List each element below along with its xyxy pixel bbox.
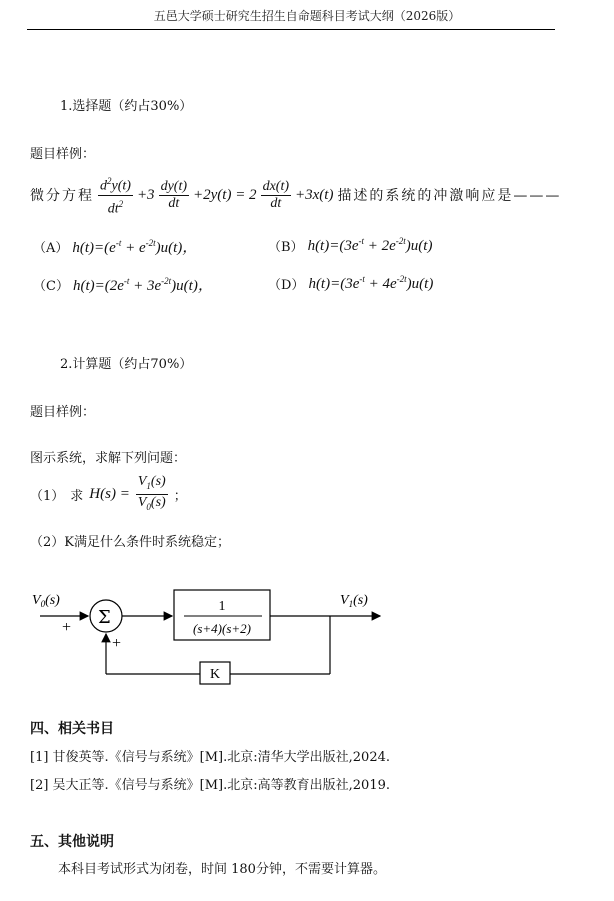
option-a-label: （A） [33,241,69,256]
option-c-expr: $h(t)=(2e^{-t} + 3e^{-2t})u(t)$， [72,276,213,294]
block-diagram [0,580,614,690]
sigma-symbol: Σ [98,607,111,628]
option-b-label: （B） [268,240,304,255]
option-d-expr: $h(t)=(3e^{-t} + 4e^{-2t})u(t)$ [308,274,434,292]
section2-heading: 2.计算题（约占70%） [60,357,193,372]
header-rule [27,29,555,30]
option-d [268,274,433,293]
option-d-label: （D） [268,278,305,293]
q1-semicolon: ； [173,488,187,504]
reference-1: [1] 甘俊英等.《信号与系统》[M].北京:清华大学出版社,2024. [30,750,390,765]
option-c [33,274,213,295]
q1-label: （1） [30,488,65,504]
input-label: $V_0(s)$ [32,593,60,609]
section1-heading: 1.选择题（约占30%） [60,99,193,114]
option-b-expr: $h(t)=(3e^{-t} + 2e^{-2t})u(t)$ [307,236,433,254]
section5-text: 本科目考试形式为闭卷，时间 180分钟，不需要计算器。 [58,862,386,877]
question-suffix: 描述的系统的冲激响应是——— [337,188,562,205]
page-header: 五邑大学硕士研究生招生自命题科目考试大纲（2026版） [153,9,461,23]
equation-plus-3: +3 [136,186,155,203]
equation-term-dx: $\frac{dx(t)}{dt}$ [262,178,289,211]
section5-heading: 五、其他说明 [30,834,114,850]
q1-text: 求 [70,488,84,504]
feedback-gain-label: K [209,667,221,682]
section2-example-label: 题目样例： [30,405,96,420]
equation-mid: +2y(t) = 2 [193,186,257,203]
q1-fraction: $\frac{V_1(s)}{V_0(s)}$ [137,474,166,512]
option-a [33,236,197,257]
option-c-label: （C） [33,279,69,294]
plus-sign-input: + [62,619,72,636]
section1-example-label: 题目样例： [30,147,96,162]
section4-heading: 四、相关书目 [30,721,114,737]
equation-end: +3x(t) [295,186,334,203]
reference-2: [2] 吴大正等.《信号与系统》[M].北京:高等教育出版社,2019. [30,778,390,793]
equation-term-d2y: $\frac{d^2y(t)}{dt^2}$ [98,173,133,217]
block-numerator: 1 [218,599,226,614]
option-b [268,236,432,255]
block-denominator: (s+4)(s+2) [193,621,251,636]
question-prefix: 微分方程 [30,188,94,205]
equation-term-dy: $\frac{dy(t)}{dt}$ [160,178,187,211]
section2-intro: 图示系统，求解下列问题： [30,451,187,466]
option-a-expr: $h(t)=(e^{-t} + e^{-2t})u(t)$， [72,238,198,256]
q2-text: （2）K满足什么条件时系统稳定； [30,535,230,550]
q1-line [30,474,187,515]
plus-sign-feedback: + [112,635,122,652]
output-label: $V_1(s)$ [340,593,368,609]
q1-h-of-s: H(s) = [89,485,130,502]
question-line [30,173,561,217]
